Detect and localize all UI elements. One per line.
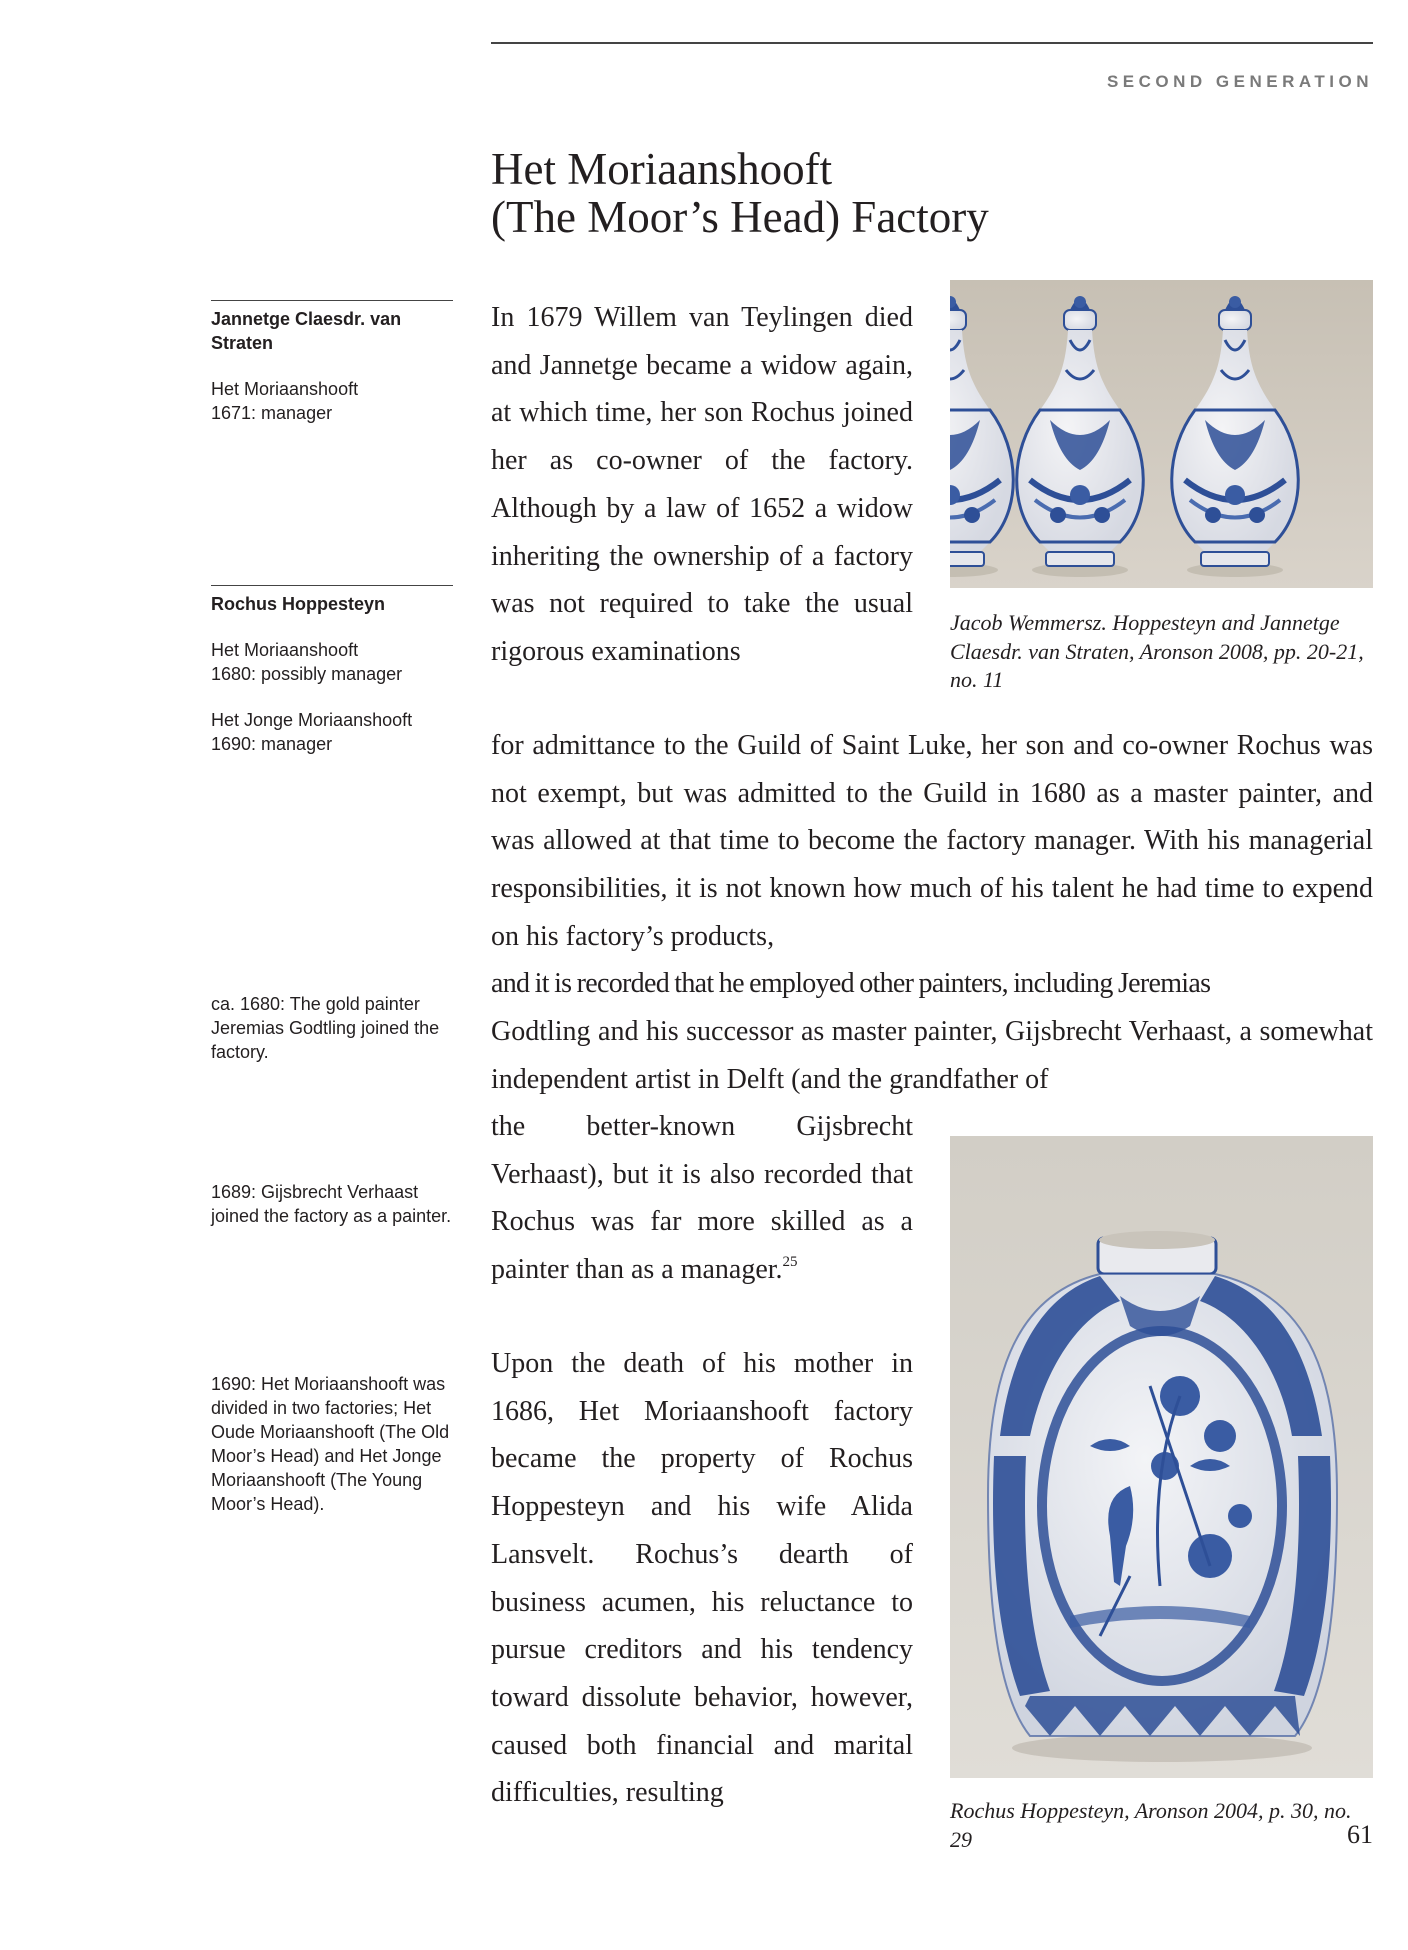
sidebar-entry-role: 1671: manager bbox=[211, 403, 333, 423]
sidebar-person-name: Jannetge Claesdr. van Straten bbox=[211, 309, 402, 353]
sidebar-entry-role: 1680: possibly manager bbox=[211, 664, 403, 684]
body-paragraph-1-wide: for admittance to the Guild of Saint Luke, her son and co-owner Rochus was not exempt, but was admitted to the Guild in 1680 as a master painter, and was allowed at that time to become the factory manager. With his managerial responsibilities, it is not known how much of his talent he had time to expend on his factory’s products, bbox=[491, 730, 1373, 952]
sidebar-person-jannetge bbox=[211, 300, 453, 425]
header-rule bbox=[491, 42, 1373, 44]
sidebar-note: 1690: Het Moriaanshooft was divided in two factories; Het Oude Moriaanshooft (The Old Moor’s Head) and Het Jonge Moriaanshooft (The Young Moor’s Head). bbox=[211, 1374, 450, 1514]
sidebar-entry-place: Het Moriaanshooft bbox=[211, 379, 359, 399]
sidebar-entry-role: 1690: manager bbox=[211, 734, 333, 754]
page-title bbox=[491, 145, 989, 241]
sidebar-person-rochus bbox=[211, 585, 453, 756]
jar-image bbox=[950, 1136, 1373, 1778]
vase-pair-image bbox=[950, 280, 1373, 588]
body-paragraph-2: Upon the death of his mother in 1686, Het Moriaanshooft factory became the property of Rochus Hoppesteyn and his wife Alida Lansvelt. Rochus’s dearth of business acumen, his reluctance to pursue creditors and his tendency toward dissolute behavior, however, caused both financial and marital difficulties, resulting bbox=[491, 1348, 913, 1809]
body-paragraph-1-end bbox=[491, 1103, 913, 1294]
sidebar-note: 1689: Gijsbrecht Verhaast joined the factory as a painter. bbox=[211, 1182, 452, 1226]
page-number: 61 bbox=[1347, 1820, 1373, 1849]
sidebar-entry bbox=[211, 708, 453, 756]
body-paragraph-1-start: In 1679 Willem van Teylingen died and Jannetge became a widow again, at which time, her son Rochus joined her as co-owner of the factory. Although by a law of 1652 a widow inheriting the ownership of a factory was not required to take the usual rigorous examinations bbox=[491, 302, 913, 667]
figure-vases-photo bbox=[950, 280, 1373, 588]
figure-vases-caption: Jacob Wemmersz. Hoppesteyn and Jannetge Claesdr. van Straten, Aronson 2008, pp. 20-21, no. 11 bbox=[950, 610, 1364, 692]
section-label: SECOND GENERATION bbox=[1106, 72, 1373, 91]
sidebar-entry-place: Het Moriaanshooft bbox=[211, 640, 359, 660]
body-paragraph-1-wide-2: Godtling and his successor as master painter, Gijsbrecht Verhaast, a somewhat independent artist in Delft (and the grandfather of bbox=[491, 1016, 1373, 1095]
sidebar-entry-place: Het Jonge Moriaanshooft bbox=[211, 710, 413, 730]
sidebar-person-name: Rochus Hoppesteyn bbox=[211, 594, 386, 614]
body-paragraph-1-wide-line: and it is recorded that he employed other painters, including Jeremias bbox=[491, 968, 1211, 999]
footnote-ref: 25 bbox=[782, 1254, 798, 1271]
body-text-span: the better-known Gijsbrecht Verhaast), but it is also recorded that Rochus was far more skilled as a painter than as a manager. bbox=[491, 1111, 913, 1286]
sidebar-note: ca. 1680: The gold painter Jeremias Godtling joined the factory. bbox=[211, 994, 440, 1062]
title-line-2: (The Moor’s Head) Factory bbox=[491, 192, 989, 242]
figure-jar-caption: Rochus Hoppesteyn, Aronson 2004, p. 30, no. 29 bbox=[950, 1798, 1352, 1852]
sidebar-entry bbox=[211, 377, 453, 425]
sidebar-entry bbox=[211, 638, 453, 686]
figure-jar-photo bbox=[950, 1136, 1373, 1778]
title-line-1: Het Moriaanshooft bbox=[491, 144, 833, 194]
